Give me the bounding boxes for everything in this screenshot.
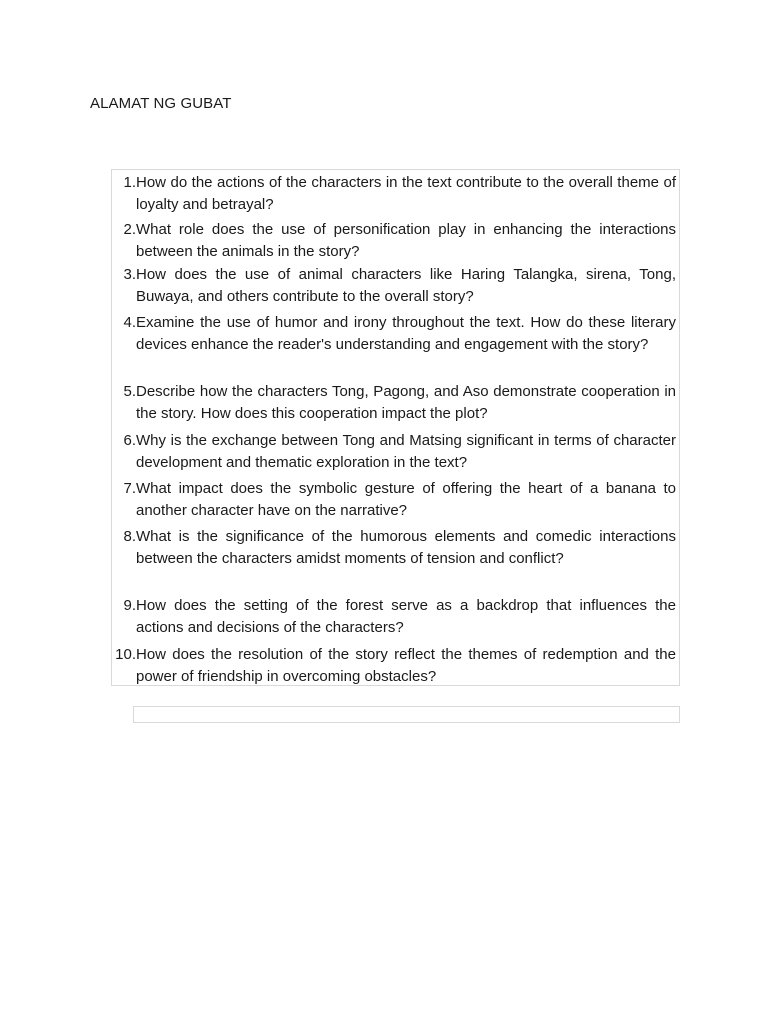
question-text: How does the resolution of the story reflect the themes of redemption and the power of friendship in overcoming obstacles? — [136, 646, 676, 685]
question-number: 9. — [123, 597, 136, 614]
question-number: 4. — [123, 314, 136, 331]
question-number: 6. — [123, 432, 136, 449]
empty-answer-field — [133, 706, 680, 723]
question-number: 5. — [123, 383, 136, 400]
question-number: 1. — [123, 174, 136, 191]
question-text: What role does the use of personification play in enhancing the interactions between the animals in the story? — [136, 221, 676, 260]
question-text: How does the use of animal characters like Haring Talangka, sirena, Tong, Buwaya, and others contribute to the overall story? — [136, 266, 676, 305]
question-text: What impact does the symbolic gesture of offering the heart of a banana to another character have on the narrative? — [136, 480, 676, 519]
document-title: ALAMAT NG GUBAT — [90, 95, 232, 112]
question-text: Examine the use of humor and irony throughout the text. How do these literary devices enhance the reader's understanding and engagement with the story? — [136, 314, 676, 353]
question-number: 2. — [123, 221, 136, 238]
question-box — [111, 169, 680, 686]
question-text: Why is the exchange between Tong and Matsing significant in terms of character development and thematic exploration in the text? — [136, 432, 676, 471]
question-text: What is the significance of the humorous elements and comedic interactions between the characters amidst moments of tension and conflict? — [136, 528, 676, 567]
question-number: 10. — [115, 646, 136, 663]
question-text: How do the actions of the characters in the text contribute to the overall theme of loyalty and betrayal? — [136, 174, 676, 213]
question-number: 3. — [123, 266, 136, 283]
question-number: 8. — [123, 528, 136, 545]
question-text: Describe how the characters Tong, Pagong, and Aso demonstrate cooperation in the story. How does this cooperation impact the plot? — [136, 383, 676, 422]
question-text: How does the setting of the forest serve as a backdrop that influences the actions and decisions of the characters? — [136, 597, 676, 636]
question-number: 7. — [123, 480, 136, 497]
